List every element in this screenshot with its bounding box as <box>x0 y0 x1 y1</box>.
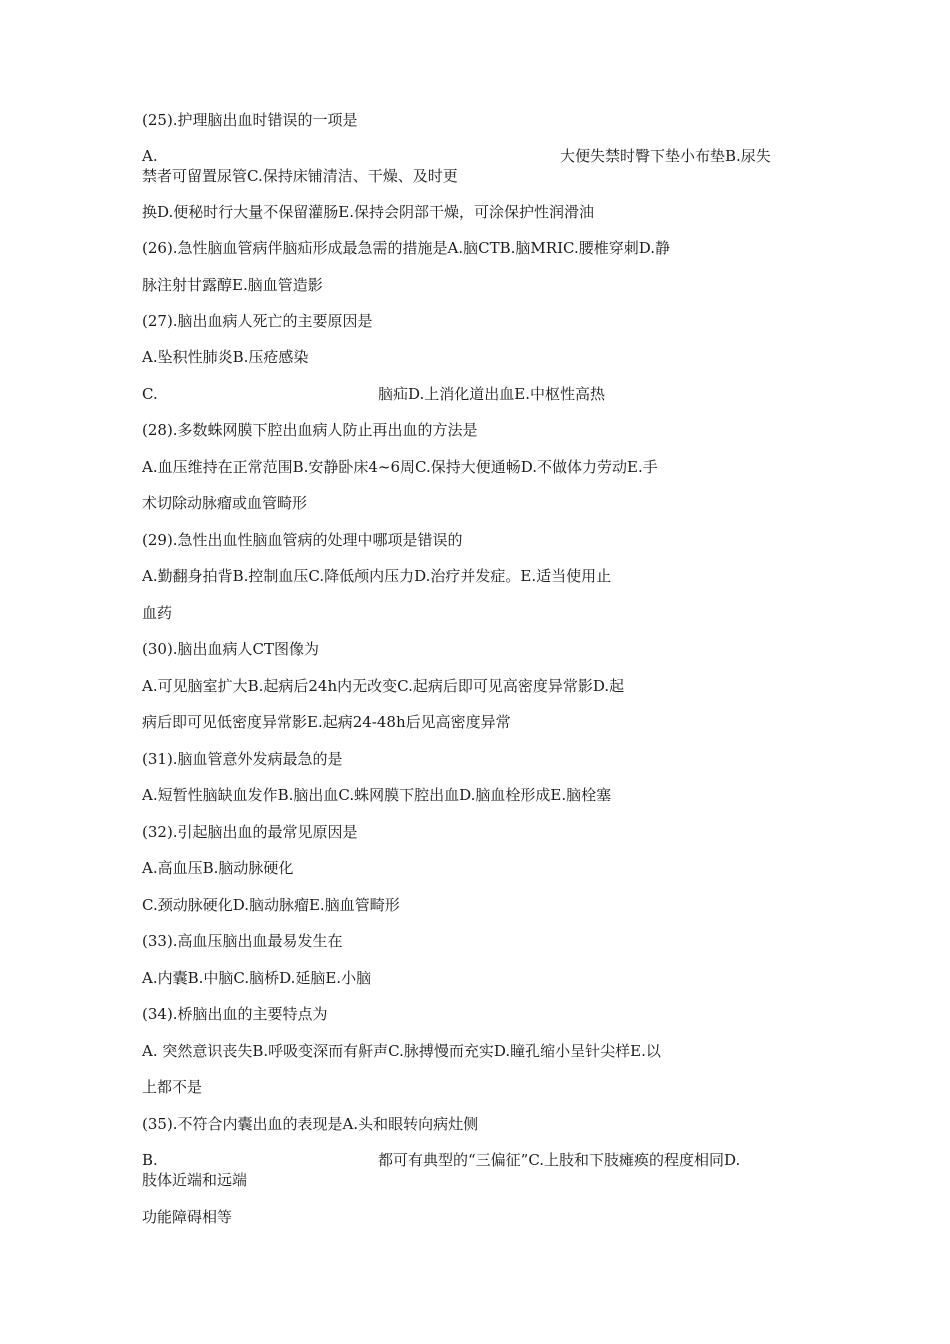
question-35-options-line3: 功能障碍相等 <box>142 1208 233 1226</box>
question-35-options-line2: 肢体近端和远端 <box>142 1171 248 1189</box>
question-30-stem: (30).脑出血病人CT图像为 <box>142 640 320 658</box>
question-33-options: A.内囊B.中脑C.脑桥D.延脑E.小脑 <box>142 969 372 987</box>
question-35-option-label: B. <box>142 1151 158 1169</box>
question-27-stem: (27).脑出血病人死亡的主要原因是 <box>142 312 373 330</box>
question-29-options-line1: A.勤翻身拍背B.控制血压C.降低颅内压力D.治疗并发症。E.适当使用止 <box>142 567 612 585</box>
question-30-options-line2: 病后即可见低密度异常影E.起病24-48h后见高密度异常 <box>142 713 511 731</box>
question-32-stem: (32).引起脑出血的最常见原因是 <box>142 823 358 841</box>
question-26-options: 脉注射甘露醇E.脑血管造影 <box>142 276 323 294</box>
question-25-options-line3: 换D.便秘时行大量不保留灌肠E.保持会阴部干燥，可涂保护性润滑油 <box>142 203 594 221</box>
question-26-stem: (26).急性脑血管病伴脑疝形成最急需的措施是A.脑CTB.脑MRIC.腰椎穿刺D.静 <box>142 239 670 257</box>
question-34-stem: (34).桥脑出血的主要特点为 <box>142 1005 328 1023</box>
question-32-options-line2: C.颈动脉硬化D.脑动脉瘤E.脑血管畸形 <box>142 896 400 914</box>
question-31-stem: (31).脑血管意外发病最急的是 <box>142 750 343 768</box>
question-32-options-line1: A.高血压B.脑动脉硬化 <box>142 859 294 877</box>
question-30-options-line1: A.可见脑室扩大B.起病后24h内无改变C.起病后即可见高密度异常影D.起 <box>142 677 625 695</box>
question-28-stem: (28).多数蛛网膜下腔出血病人防止再出血的方法是 <box>142 421 478 439</box>
question-25-stem: (25).护理脑出血时错误的一项是 <box>142 111 358 129</box>
question-35-stem: (35).不符合内囊出血的表现是A.头和眼转向病灶侧 <box>142 1115 479 1133</box>
question-25-option-label: A. <box>142 147 158 165</box>
question-28-options-line1: A.血压维持在正常范围B.安静卧床4~6周C.保持大便通畅D.不做体力劳动E.手 <box>142 458 658 476</box>
question-33-stem: (33).高血压脑出血最易发生在 <box>142 932 343 950</box>
question-29-options-line2: 血药 <box>142 604 173 622</box>
question-34-options-line2: 上都不是 <box>142 1078 203 1096</box>
question-35-options-line1: 都可有典型的“三偏征”C.上肢和下肢瘫痪的程度相同D. <box>378 1151 741 1169</box>
question-25-options-line2: 禁者可留置尿管C.保持床铺清洁、干燥、及时更 <box>142 167 458 185</box>
question-25-options-line1: 大便失禁时臀下垫小布垫B.尿失 <box>560 147 771 165</box>
question-29-stem: (29).急性出血性脑血管病的处理中哪项是错误的 <box>142 531 463 549</box>
question-27-option-label: C. <box>142 385 158 403</box>
question-31-options: A.短暂性脑缺血发作B.脑出血C.蛛网膜下腔出血D.脑血栓形成E.脑栓塞 <box>142 786 612 804</box>
question-34-options-line1: A. 突然意识丧失B.呼吸变深而有鼾声C.脉搏慢而充实D.瞳孔缩小呈针尖样E.以 <box>142 1042 661 1060</box>
question-27-options-line2: 脑疝D.上消化道出血E.中枢性高热 <box>378 385 605 403</box>
question-28-options-line2: 术切除动脉瘤或血管畸形 <box>142 494 308 512</box>
question-27-options-line1: A.坠积性肺炎B.压疮感染 <box>142 348 309 366</box>
